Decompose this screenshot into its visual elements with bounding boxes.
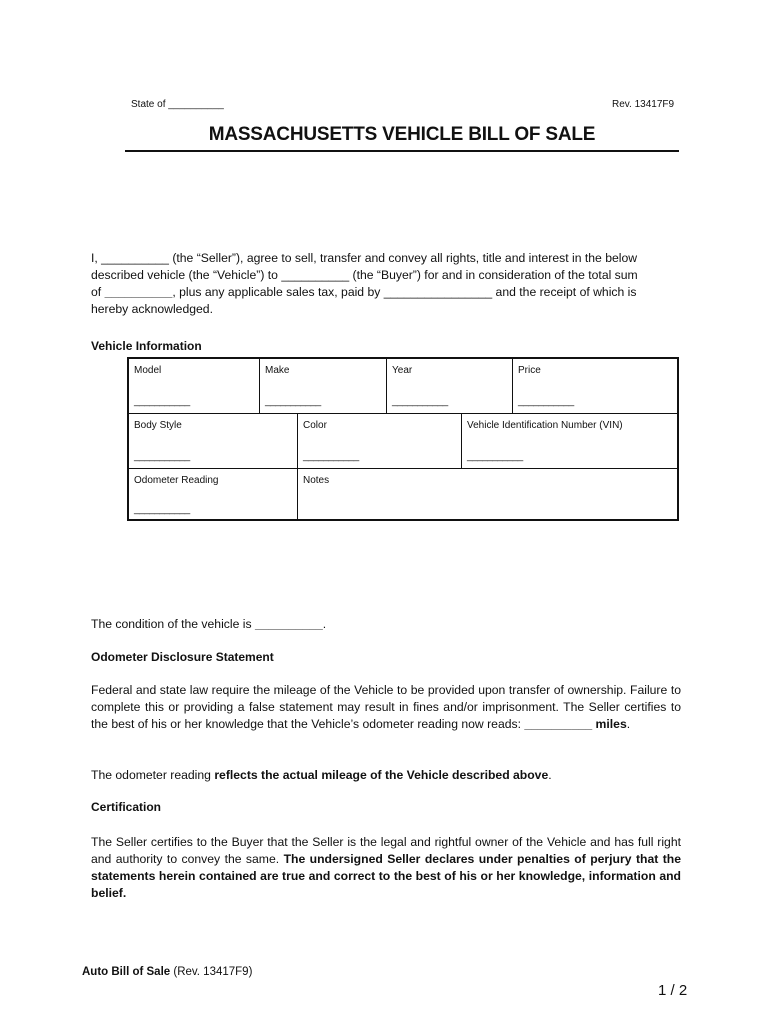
table-row: [129, 414, 677, 469]
condition-blank: __________: [254, 617, 323, 631]
total-sum-blank: __________: [104, 285, 173, 299]
condition-suffix: .: [322, 617, 327, 631]
make-cell[interactable]: [260, 359, 387, 413]
certification-paragraph: [91, 834, 681, 902]
footer-label: [82, 966, 252, 978]
condition-line: [91, 616, 326, 633]
certification-text: The Seller certifies to the Buyer that the Seller is the legal and rightful owner of the Vehicle and has full right and authority to convey the same.: [91, 835, 681, 866]
intro-line-1: I, __________ (the “Seller”), agree to sell, transfer and convey all rights, title and interest in the below: [91, 251, 638, 265]
vin-label: Vehicle Identification Number (VIN): [467, 420, 623, 431]
intro-line-3-rest: , plus any applicable sales tax, paid by ________________ and the receipt of which is: [172, 285, 637, 299]
odometer-cell[interactable]: [129, 469, 298, 521]
vehicle-info-heading: Vehicle Information: [91, 339, 202, 353]
make-label: Make: [265, 365, 290, 376]
price-label: Price: [518, 365, 541, 376]
condition-prefix: The condition of the vehicle is: [91, 617, 255, 631]
intro-line-4: hereby acknowledged.: [91, 302, 213, 316]
table-row: [129, 469, 677, 521]
reflect-prefix: The odometer reading: [91, 768, 215, 782]
color-cell[interactable]: [298, 414, 462, 468]
notes-label: Notes: [303, 475, 330, 486]
model-cell[interactable]: [129, 359, 260, 413]
revision-number: Rev. 13417F9: [612, 99, 675, 110]
odometer-disclosure-heading: Odometer Disclosure Statement: [91, 650, 274, 664]
intro-line-3: [91, 284, 681, 301]
price-blank: ___________: [518, 396, 574, 407]
intro-of: of: [91, 285, 105, 299]
body-style-cell[interactable]: [129, 414, 298, 468]
footer-rev: (Rev. 13417F9): [170, 966, 253, 978]
body-style-label: Body Style: [134, 420, 182, 431]
page-indicator: 1 / 2: [658, 982, 688, 999]
state-field: State of __________: [131, 99, 224, 110]
notes-cell[interactable]: [298, 469, 677, 521]
make-blank: ___________: [265, 396, 321, 407]
body-style-blank: ___________: [134, 451, 190, 462]
vin-blank: ___________: [467, 451, 523, 462]
model-label: Model: [134, 365, 162, 376]
vin-cell[interactable]: [462, 414, 677, 468]
color-blank: ___________: [303, 451, 359, 462]
page-title: MASSACHUSETTS VEHICLE BILL OF SALE: [208, 124, 596, 145]
certification-heading: Certification: [91, 800, 162, 814]
title-divider: [125, 150, 679, 152]
reflect-bold: reflects the actual mileage of the Vehicle described above: [214, 768, 549, 782]
year-cell[interactable]: [387, 359, 513, 413]
year-blank: ___________: [392, 396, 448, 407]
odometer-disclosure-text: Federal and state law require the mileage of the Vehicle to be provided upon transfer of ownership. Failure to complete this or providing a false statement may result in fines and/or imprisonment. The Seller certifies to the best of his or her knowledge that the Vehicle’s odometer reading now reads:: [91, 683, 681, 731]
vehicle-info-table: [127, 357, 679, 521]
certification-bold-text: The undersigned Seller declares under penalties of perjury that the statements herein contained are true and correct to the best of his or her knowledge, information and belief.: [91, 852, 681, 900]
footer-title: Auto Bill of Sale: [82, 966, 171, 978]
odometer-reading-suffix: .: [626, 717, 631, 731]
reflect-suffix: .: [548, 768, 552, 782]
odometer-disclosure-paragraph: [91, 682, 681, 733]
odometer-reflects-line: [91, 767, 552, 784]
odometer-reading-blank: __________ miles: [524, 717, 627, 731]
table-row: [129, 359, 677, 414]
year-label: Year: [392, 365, 413, 376]
odometer-blank: ___________: [134, 504, 190, 515]
model-blank: ___________: [134, 396, 190, 407]
intro-paragraph: [91, 250, 681, 318]
odometer-label: Odometer Reading: [134, 475, 219, 486]
price-cell[interactable]: [513, 359, 677, 413]
color-label: Color: [303, 420, 327, 431]
intro-line-2: described vehicle (the “Vehicle”) to __________ (the “Buyer”) for and in consideration of the total sum: [91, 268, 638, 282]
